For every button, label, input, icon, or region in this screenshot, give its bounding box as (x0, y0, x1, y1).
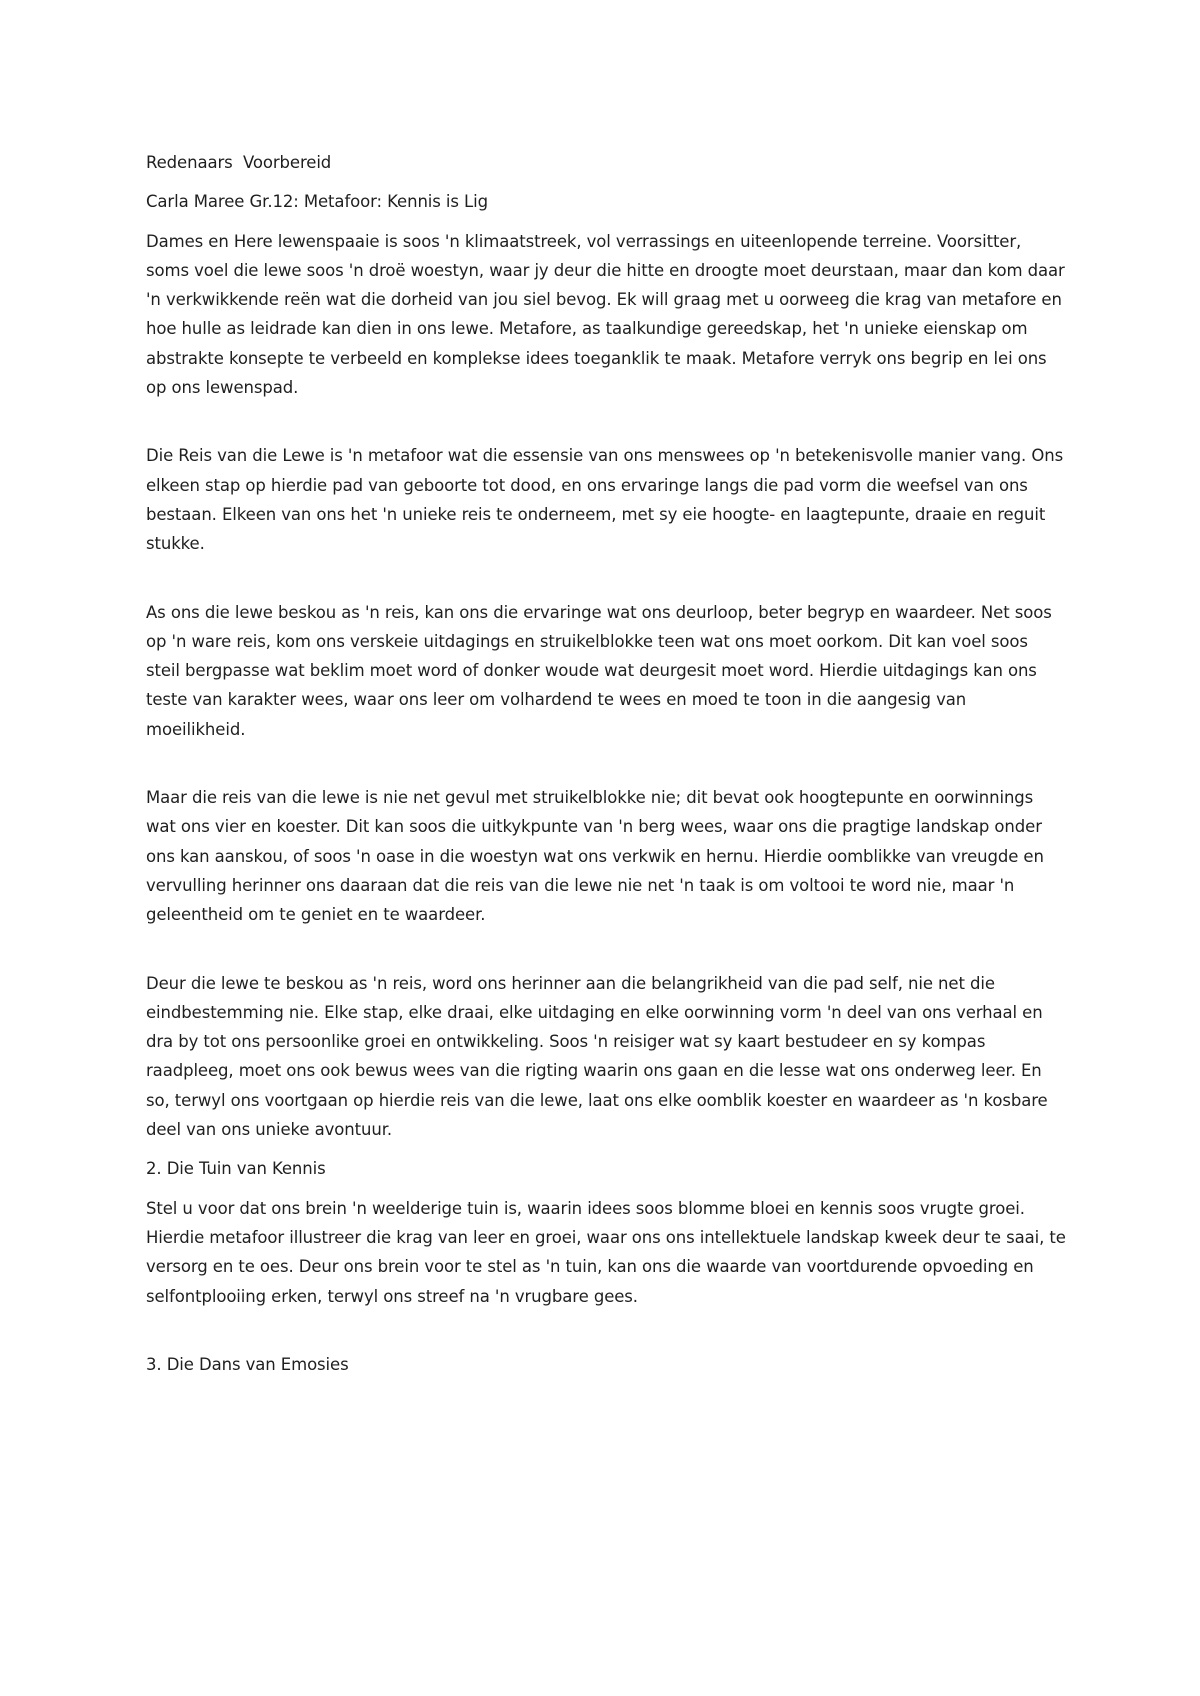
paragraph-spacer (146, 930, 1066, 969)
paragraph-spacer (146, 1311, 1066, 1350)
paragraph-intro: Dames en Here lewenspaaie is soos 'n klimaatstreek, vol verrassings en uiteenlopende terreine. Voorsitter, soms voel die lewe soos 'n droë woestyn, waar jy deur die hitte en droogte moet deurstaan, maar dan kom daar 'n verkwikkende reën wat die dorheid van jou siel bevog. Ek will graag met u oorweeg die krag van metafore en hoe hulle as leidrade kan dien in ons lewe. Metafore, as taalkundige gereedskap, het 'n unieke eienskap om abstrakte konsepte te verbeeld en komplekse idees toeganklik te maak. Metafore verryk ons begrip en lei ons op ons lewenspad. (146, 231, 1065, 398)
paragraph-garden: Stel u voor dat ons brein 'n weelderige tuin is, waarin idees soos blomme bloei en kennis soos vrugte groei. Hierdie metafoor illustreer die krag van leer en groei, waar ons ons intellektuele landskap kweek deur te saai, te versorg en te oes. Deur ons brein voor te stel as 'n tuin, kan ons die waarde van voortdurende opvoeding en selfontplooiing erken, terwyl ons streef na 'n vrugbare gees. (146, 1198, 1066, 1306)
paragraph-spacer (146, 559, 1066, 598)
paragraph-spacer (146, 402, 1066, 441)
document-page (146, 148, 1066, 1389)
paragraph-spacer (146, 744, 1066, 783)
paragraph-path: Deur die lewe te beskou as 'n reis, word ons herinner aan die belangrikheid van die pad self, nie net die eindbestemming nie. Elke stap, elke draai, elke uitdaging en elke oorwinning vorm 'n deel van ons verhaal en dra by tot ons persoonlike groei en ontwikkeling. Soos 'n reisiger wat sy kaart bestudeer en sy kompas raadpleeg, moet ons ook bewus wees van die rigting waarin ons gaan en die lesse wat ons onderweg leer. En so, terwyl ons voortgaan op hierdie reis van die lewe, laat ons elke oomblik koester en waardeer as 'n kosbare deel van ons unieke avontuur. (146, 973, 1048, 1140)
document-subheading: Carla Maree Gr.12: Metafoor: Kennis is Lig (146, 192, 489, 212)
paragraph-highlights: Maar die reis van die lewe is nie net gevul met struikelblokke nie; dit bevat ook hoogtepunte en oorwinnings wat ons vier en koester. Dit kan soos die uitkykpunte van 'n berg wees, waar ons die pragtige landskap onder ons kan aanskou, of soos 'n oase in die woestyn wat ons verkwik en hernu. Hierdie oomblikke van vreugde en vervulling herinner ons daaraan dat die reis van die lewe nie net 'n taak is om voltooi te word nie, maar 'n geleentheid om te geniet en te waardeer. (146, 788, 1044, 925)
document-heading: Redenaars Voorbereid (146, 153, 332, 172)
section-title-emotions: 3. Die Dans van Emosies (146, 1354, 349, 1374)
paragraph-challenges: As ons die lewe beskou as 'n reis, kan ons die ervaringe wat ons deurloop, beter begryp en waardeer. Net soos op 'n ware reis, kom ons verskeie uitdagings en struikelblokke teen wat ons moet oorkom. Dit kan voel soos steil bergpasse wat beklim moet word of donker woude wat deurgesit moet word. Hierdie uitdagings kan ons teste van karakter wees, waar ons leer om volhardend te wees en moed te toon in die aangesig van moeilikheid. (146, 602, 1052, 739)
section-title-garden: 2. Die Tuin van Kennis (146, 1159, 326, 1179)
paragraph-journey: Die Reis van die Lewe is 'n metafoor wat die essensie van ons menswees op 'n betekenisvolle manier vang. Ons elkeen stap op hierdie pad van geboorte tot dood, en ons ervaringe langs die pad vorm die weefsel van ons bestaan. Elkeen van ons het 'n unieke reis te onderneem, met sy eie hoogte- en laagtepunte, draaie en reguit stukke. (146, 446, 1064, 554)
